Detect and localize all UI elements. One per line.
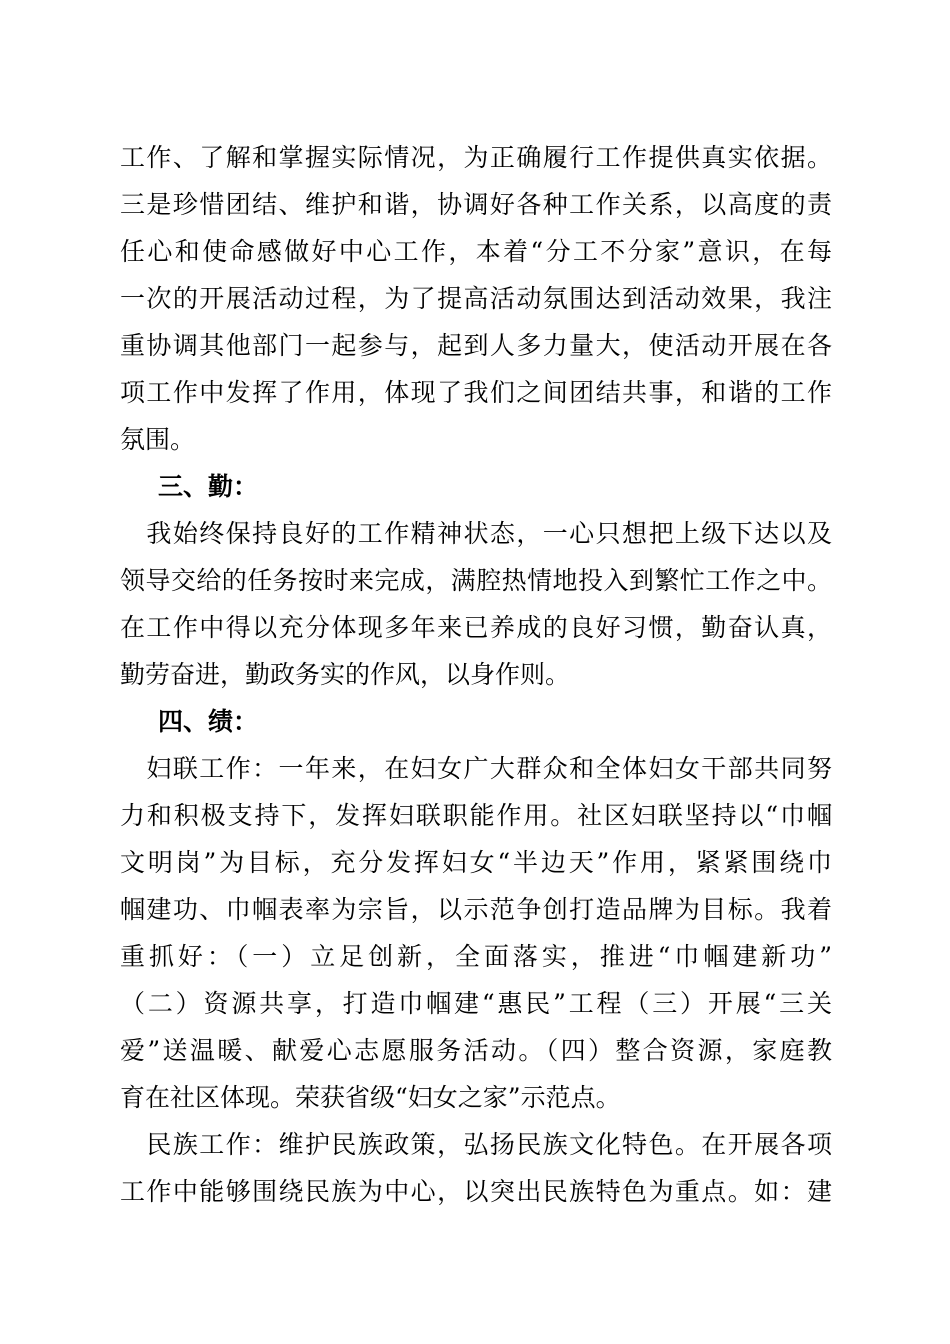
text-line: 在工作中得以充分体现多年来已养成的良好习惯，勤奋认真， — [120, 613, 832, 642]
section-heading-ji: 四、绩： — [158, 707, 259, 736]
text-line: 项工作中发挥了作用，体现了我们之间团结共事，和谐的工作 — [120, 378, 832, 407]
text-line: 爱”送温暖、献爱心志愿服务活动。（四）整合资源，家庭教 — [120, 1036, 832, 1065]
text-line: 任心和使命感做好中心工作，本着“分工不分家”意识，在每 — [120, 237, 832, 266]
text-line: 重协调其他部门一起参与，起到人多力量大，使活动开展在各 — [120, 331, 832, 360]
text-line: 民族工作：维护民族政策，弘扬民族文化特色。在开展各项 — [120, 1130, 832, 1159]
text-line: 工作中能够围绕民族为中心，以突出民族特色为重点。如：建 — [120, 1177, 832, 1206]
text-line: 我始终保持良好的工作精神状态，一心只想把上级下达以及 — [120, 519, 832, 548]
text-line: 氛围。 — [120, 425, 196, 454]
text-line: （二）资源共享，打造巾帼建“惠民”工程（三）开展“三关 — [120, 989, 832, 1018]
text-line: 帼建功、巾帼表率为宗旨，以示范争创打造品牌为目标。我着 — [120, 895, 832, 924]
text-line: 领导交给的任务按时来完成，满腔热情地投入到繁忙工作之中。 — [120, 566, 832, 595]
text-line: 勤劳奋进，勤政务实的作风，以身作则。 — [120, 660, 571, 689]
section-heading-qin: 三、勤： — [158, 472, 259, 501]
text-line: 三是珍惜团结、维护和谐，协调好各种工作关系，以高度的责 — [120, 190, 832, 219]
text-line: 工作、了解和掌握实际情况，为正确履行工作提供真实依据。 — [120, 143, 832, 172]
text-line: 妇联工作：一年来，在妇女广大群众和全体妇女干部共同努 — [120, 754, 832, 783]
text-line: 力和积极支持下，发挥妇联职能作用。社区妇联坚持以“巾帼 — [120, 801, 832, 830]
text-line: 文明岗”为目标，充分发挥妇女“半边天”作用，紧紧围绕巾 — [120, 848, 832, 877]
text-line: 育在社区体现。荣获省级“妇女之家”示范点。 — [120, 1083, 621, 1112]
text-line: 一次的开展活动过程，为了提高活动氛围达到活动效果，我注 — [120, 284, 832, 313]
text-line: 重抓好：（一）立足创新，全面落实，推进“巾帼建新功” — [120, 942, 832, 971]
